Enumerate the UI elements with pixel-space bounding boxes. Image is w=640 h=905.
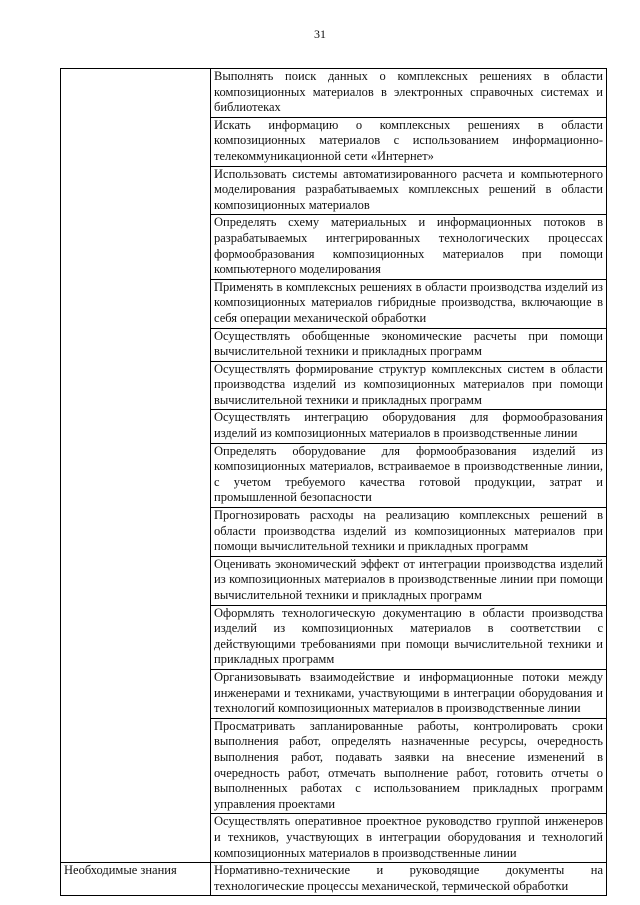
skill-item: Осуществлять оперативное проектное руководство группой инженеров и техников, участвующих в интеграции оборудования и технологий композиционных материалов в производственные линии: [211, 814, 607, 863]
skill-item: Оценивать экономический эффект от интеграции производства изделий из композиционных материалов в производственные линии при помощи вычислительной техники и прикладных программ: [211, 556, 607, 605]
table-row: [61, 69, 607, 118]
competency-table: [60, 68, 607, 896]
table-row: [61, 863, 607, 896]
skill-item: Искать информацию о комплексных решениях в области композиционных материалов с использованием информационно-телекоммуникационной сети «Интернет»: [211, 117, 607, 166]
page-number: 31: [314, 27, 326, 41]
skill-item: Определять оборудование для формообразования изделий из композиционных материалов, встраиваемое в производственные линии, с учетом требуемого качества готовой продукции, затрат и промышленной безопасности: [211, 443, 607, 507]
skill-item: Оформлять технологическую документацию в области производства изделий из композиционных материалов в соответствии с действующими требованиями при помощи вычислительной техники и прикладных программ: [211, 605, 607, 669]
knowledge-label: Необходимые знания: [61, 863, 211, 896]
knowledge-item: Нормативно-технические и руководящие документы на технологические процессы механической, термической обработки: [211, 863, 607, 896]
skill-item: Прогнозировать расходы на реализацию комплексных решений в области производства изделий из композиционных материалов при помощи вычислительной техники и прикладных программ: [211, 508, 607, 557]
skill-item: Использовать системы автоматизированного расчета и компьютерного моделирования разрабатываемых комплексных решений в области композиционных материалов: [211, 166, 607, 215]
skill-item: Определять схему материальных и информационных потоков в разрабатываемых интегрированных технологических процессах формообразования композиционных материалов при помощи компьютерного моделирования: [211, 215, 607, 279]
skills-label-cell: [61, 69, 211, 863]
skill-item: Организовывать взаимодействие и информационные потоки между инженерами и техниками, участвующими в интеграции оборудования и технологий композиционных материалов в производственные линии: [211, 669, 607, 718]
skill-item: Осуществлять интеграцию оборудования для формообразования изделий из композиционных материалов в производственные линии: [211, 410, 607, 443]
skill-item: Применять в комплексных решениях в области производства изделий из композиционных материалов гибридные производства, включающие в себя операции механической обработки: [211, 279, 607, 328]
skill-item: Осуществлять обобщенные экономические расчеты при помощи вычислительной техники и прикладных программ: [211, 328, 607, 361]
skill-item: Просматривать запланированные работы, контролировать сроки выполнения работ, определять назначенные ресурсы, очередность выполнения работ, подавать заявки на внесение изменений в очередность работ, отмечать выполнение работ, готовить отчеты о выполненных работах с использованием прикладных программ управления проектами: [211, 718, 607, 814]
skill-item: Осуществлять формирование структур комплексных систем в области производства изделий из композиционных материалов при помощи вычислительной техники и прикладных программ: [211, 361, 607, 410]
skill-item: Выполнять поиск данных о комплексных решениях в области композиционных материалов в электронных справочных системах и библиотеках: [211, 69, 607, 118]
